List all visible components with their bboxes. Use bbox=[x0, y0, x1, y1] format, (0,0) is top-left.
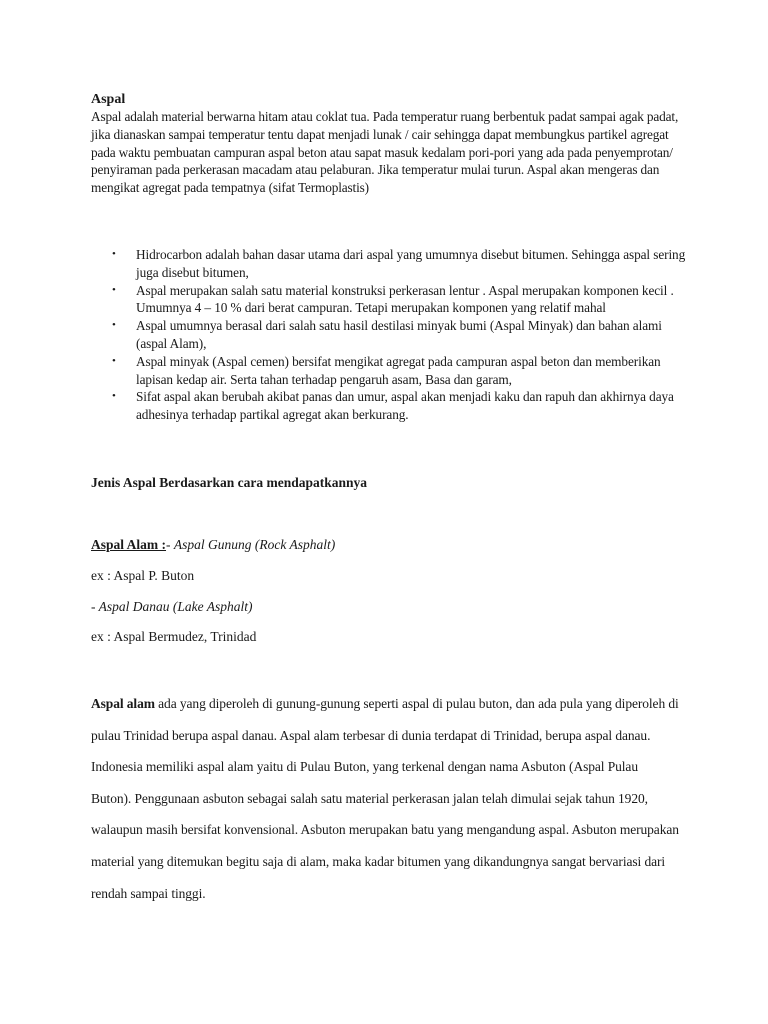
section-heading-aspal: Aspal bbox=[91, 92, 126, 107]
bullet-item bbox=[91, 388, 691, 424]
bullet-icon: • bbox=[112, 248, 116, 260]
bullet-icon: • bbox=[112, 319, 116, 332]
bullet-item bbox=[91, 317, 691, 353]
aspal-alam-label: Aspal Alam : bbox=[91, 537, 167, 552]
aspal-danau-prefix: - bbox=[91, 599, 99, 614]
example-buton: ex : Aspal P. Buton bbox=[91, 568, 195, 583]
jenis-heading: Jenis Aspal Berdasarkan cara mendapatkannya bbox=[91, 475, 368, 490]
bullet-list bbox=[91, 246, 691, 424]
bullet-icon: • bbox=[112, 354, 116, 367]
bullet-item bbox=[91, 282, 691, 318]
bullet-text: Hidrocarbon adalah bahan dasar utama dari aspal yang umumnya disebut bitumen. Sehingga aspal sering juga disebut bitumen, bbox=[136, 247, 686, 280]
bullet-item bbox=[91, 353, 691, 389]
paragraph-lead: Aspal alam bbox=[91, 696, 155, 711]
bullet-text: Aspal merupakan salah satu material konstruksi perkerasan lentur . Aspal merupakan komponen kecil . Umumnya 4 – 10 % dari berat campuran. Tetapi merupakan komponen yang relatif mahal bbox=[136, 282, 674, 316]
bullet-text: Aspal minyak (Aspal cemen) bersifat mengikat agregat pada campuran aspal beton dan memberikan lapisan kedap air. Serta tahan terhadap pengaruh asam, Basa dan garam, bbox=[136, 353, 661, 387]
aspal-alam-line bbox=[91, 536, 335, 554]
paragraph-body: ada yang diperoleh di gunung-gunung seperti aspal di pulau buton, dan ada pula yang diperoleh di pulau Trinidad berupa aspal danau. Aspal alam terbesar di dunia terdapat di Trinidad, berupa aspal danau. Indonesia memiliki aspal alam yaitu di Pulau Buton, yang terkenal dengan nama Asbuton (Aspal Pulau Buton). Penggunaan asbuton sebagai salah satu material perkerasan jalan telah dimulai sejak tahun 1920, walaupun masih bersifat konvensional. Asbuton merupakan batu yang mengandung aspal. Asbuton merupakan material yang ditemukan begitu saja di alam, maka kadar bitumen yang dikandungnya sangat bervariasi dari rendah sampai tinggi. bbox=[91, 696, 679, 901]
bullet-item bbox=[91, 246, 691, 282]
aspal-gunung-text: Aspal Gunung (Rock Asphalt) bbox=[173, 537, 336, 552]
aspal-danau-text: Aspal Danau (Lake Asphalt) bbox=[98, 599, 253, 614]
aspal-alam-paragraph bbox=[91, 688, 681, 909]
intro-paragraph: Aspal adalah material berwarna hitam atau coklat tua. Pada temperatur ruang berbentuk padat sampai agak padat, jika dianaskan sampai temperatur tentu dapat menjadi lunak / cair sehingga dapat membungkus partikel agregat pada waktu pembuatan campuran aspal beton atau sapat masuk kedalam pori-pori yang ada pada penyemprotan/ penyiraman pada perkerasan macadam atau pelaburan. Jika temperatur mulai turun. Aspal akan mengeras dan mengikat agregat pada tempatnya (sifat Termoplastis) bbox=[91, 109, 679, 196]
bullet-icon: • bbox=[112, 283, 116, 296]
aspal-alam-dash: - bbox=[166, 537, 174, 552]
aspal-danau-line bbox=[91, 598, 253, 616]
example-bermudez: ex : Aspal Bermudez, Trinidad bbox=[91, 629, 257, 644]
bullet-icon: • bbox=[112, 390, 116, 403]
bullet-text: Sifat aspal akan berubah akibat panas dan umur, aspal akan menjadi kaku dan rapuh dan akhirnya daya adhesinya terhadap partikal agregat akan berkurang. bbox=[136, 389, 674, 423]
bullet-text: Aspal umumnya berasal dari salah satu hasil destilasi minyak bumi (Aspal Minyak) dan bahan alami (aspal Alam), bbox=[136, 318, 662, 351]
